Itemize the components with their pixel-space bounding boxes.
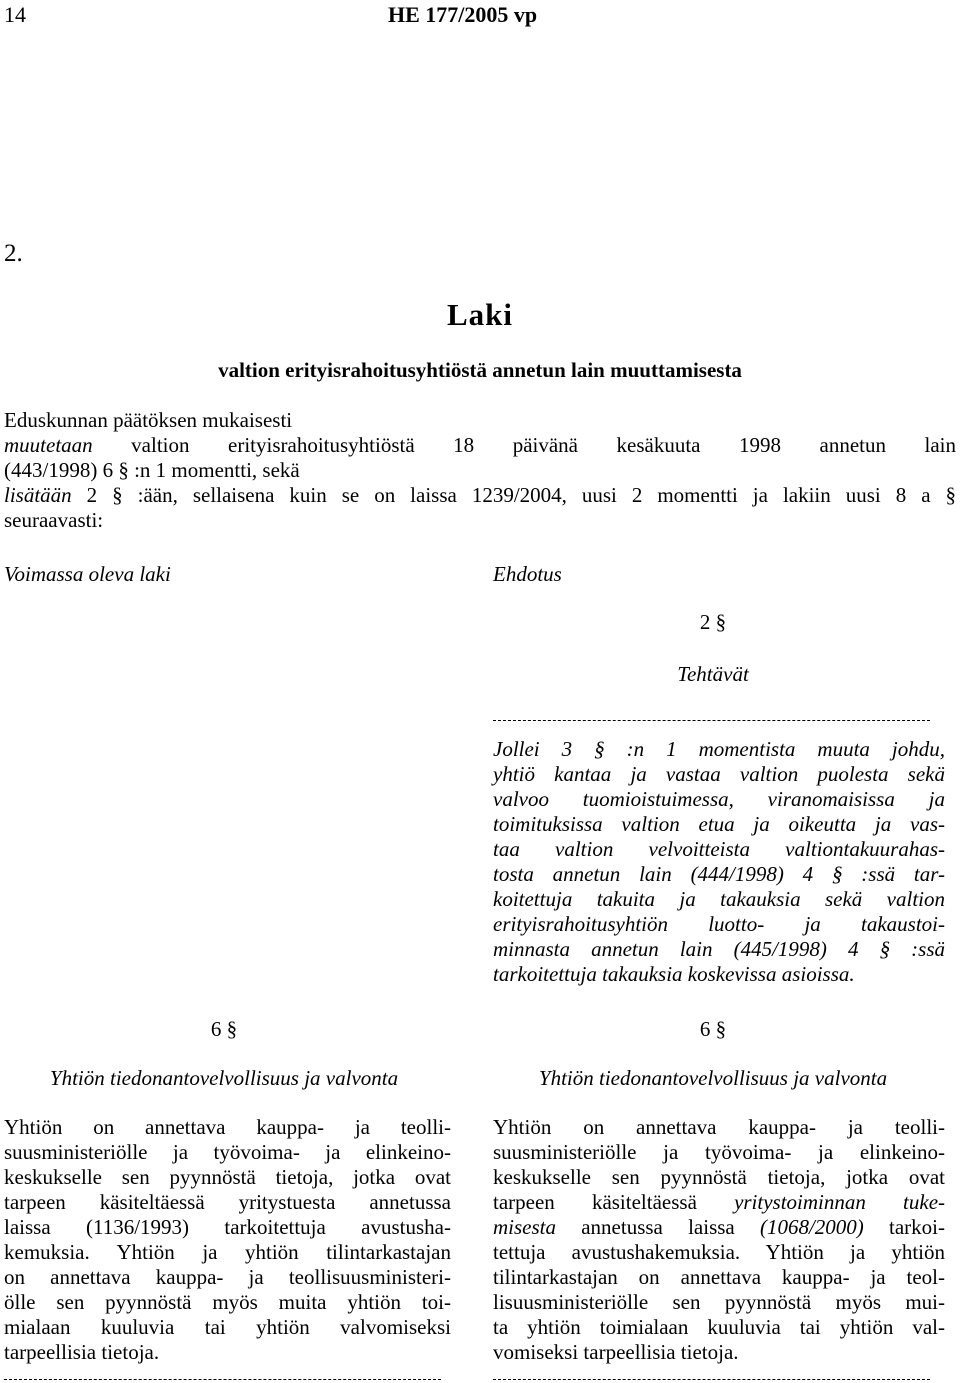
intro-line-3: (443/1998) 6 § :n 1 momentti, sekä <box>4 458 300 482</box>
page-number: 14 <box>4 2 26 27</box>
right-section-2-line: minnasta annetun lain (445/1998) 4 § :ssä <box>493 937 945 961</box>
left-column-heading: Voimassa oleva laki <box>4 562 171 586</box>
left-section-6-line: keskukselle sen pyynnöstä tietoja, jotka ovat <box>4 1165 451 1189</box>
intro-line-5: seuraavasti: <box>4 508 104 532</box>
left-section-6-line: on annettava kauppa- ja teollisuusministeri- <box>4 1265 451 1289</box>
left-section-6-line: tarpeen käsiteltäessä yritystuesta annetussa <box>4 1190 451 1214</box>
left-section-6-number: 6 § <box>210 1017 238 1041</box>
right-section-2-line: koitettuja takuita ja takauksia sekä valtion <box>493 887 945 911</box>
intro-line-1: Eduskunnan päätöksen mukaisesti <box>4 408 293 432</box>
omission-dashes <box>493 720 930 722</box>
left-section-6-title: Yhtiön tiedonantovelvollisuus ja valvonta <box>49 1066 399 1090</box>
right-section-2-line: tarkoitettuja takauksia koskevissa asioissa. <box>493 962 855 986</box>
right-section-2-text <box>493 737 945 987</box>
left-section-6-line: ölle sen pyynnöstä myös muita yhtiön toi- <box>4 1290 451 1314</box>
right-section-2-line: toimituksissa valtion etua ja oikeutta ja vas- <box>493 812 945 836</box>
right-section-2-line: erityisrahoitusyhtiön luotto- ja takaustoi- <box>493 912 945 936</box>
intro-block <box>4 408 956 533</box>
left-section-6-line: laissa (1136/1993) tarkoitettuja avustusha- <box>4 1215 451 1239</box>
right-section-2-number: 2 § <box>699 610 727 634</box>
right-section-2-line: taa valtion velvoitteista valtiontakuurahas- <box>493 837 945 861</box>
document-id: HE 177/2005 vp <box>388 2 538 27</box>
right-section-6-text: Yhtiön on annettava kauppa- ja teolli- suusministeriölle ja työvoima- ja elinkeino- keskukselle sen pyynnöstä tietoja, jotka ovat tarpeen käsiteltäessä yritystoiminnan tuke- misesta annetussa laissa (1068/2000) tarkoi- tettuja avustushakemuksia. Yhtiön ja yhtiön tilintarkastajan on annettava kauppa- ja teol- lisuusministeriölle sen pyynnöstä myös mui- ta yhtiön toimialaan kuuluvia tai yhtiön val- vomiseksi tarpeellisia tietoja. <box>493 1115 946 1364</box>
left-section-6-line: mialaan kuuluvia tai yhtiön valvomiseksi <box>4 1315 451 1339</box>
law-subtitle: valtion erityisrahoitusyhtiöstä annetun lain muuttamisesta <box>218 358 742 382</box>
intro-line-4: lisätään 2 § :ään, sellaisena kuin se on laissa 1239/2004, uusi 2 momentti ja lakiin uusi 8 a § <box>4 483 956 507</box>
right-section-2-title: Tehtävät <box>677 662 749 686</box>
left-section-6-text <box>4 1115 451 1365</box>
right-section-2-line: tosta annetun lain (444/1998) 4 § :ssä tar- <box>493 862 945 886</box>
right-section-2-line: valvoo tuomioistuimessa, viranomaisissa ja <box>493 787 945 811</box>
right-section-6-number: 6 § <box>699 1017 727 1041</box>
law-title: Laki <box>446 297 514 332</box>
left-section-6-line: tarpeellisia tietoja. <box>4 1340 160 1364</box>
right-section-2-line: Jollei 3 § :n 1 momentista muuta johdu, <box>493 737 945 761</box>
right-column-heading: Ehdotus <box>493 562 562 586</box>
omission-dashes-left-bottom <box>4 1379 441 1381</box>
left-section-6-line: suusministeriölle ja työvoima- ja elinkeino- <box>4 1140 451 1164</box>
left-section-6-line: kemuksia. Yhtiön ja yhtiön tilintarkastajan <box>4 1240 451 1264</box>
section-number: 2. <box>4 240 23 267</box>
intro-line-2: muutetaan valtion erityisrahoitusyhtiöstä 18 päivänä kesäkuuta 1998 annetun lain <box>4 433 956 457</box>
omission-dashes-right-bottom <box>493 1379 930 1381</box>
left-section-6-line: Yhtiön on annettava kauppa- ja teolli- <box>4 1115 451 1139</box>
right-section-6-title: Yhtiön tiedonantovelvollisuus ja valvonta <box>538 1066 888 1090</box>
right-section-2-line: yhtiö kantaa ja vastaa valtion puolesta sekä <box>493 762 945 786</box>
